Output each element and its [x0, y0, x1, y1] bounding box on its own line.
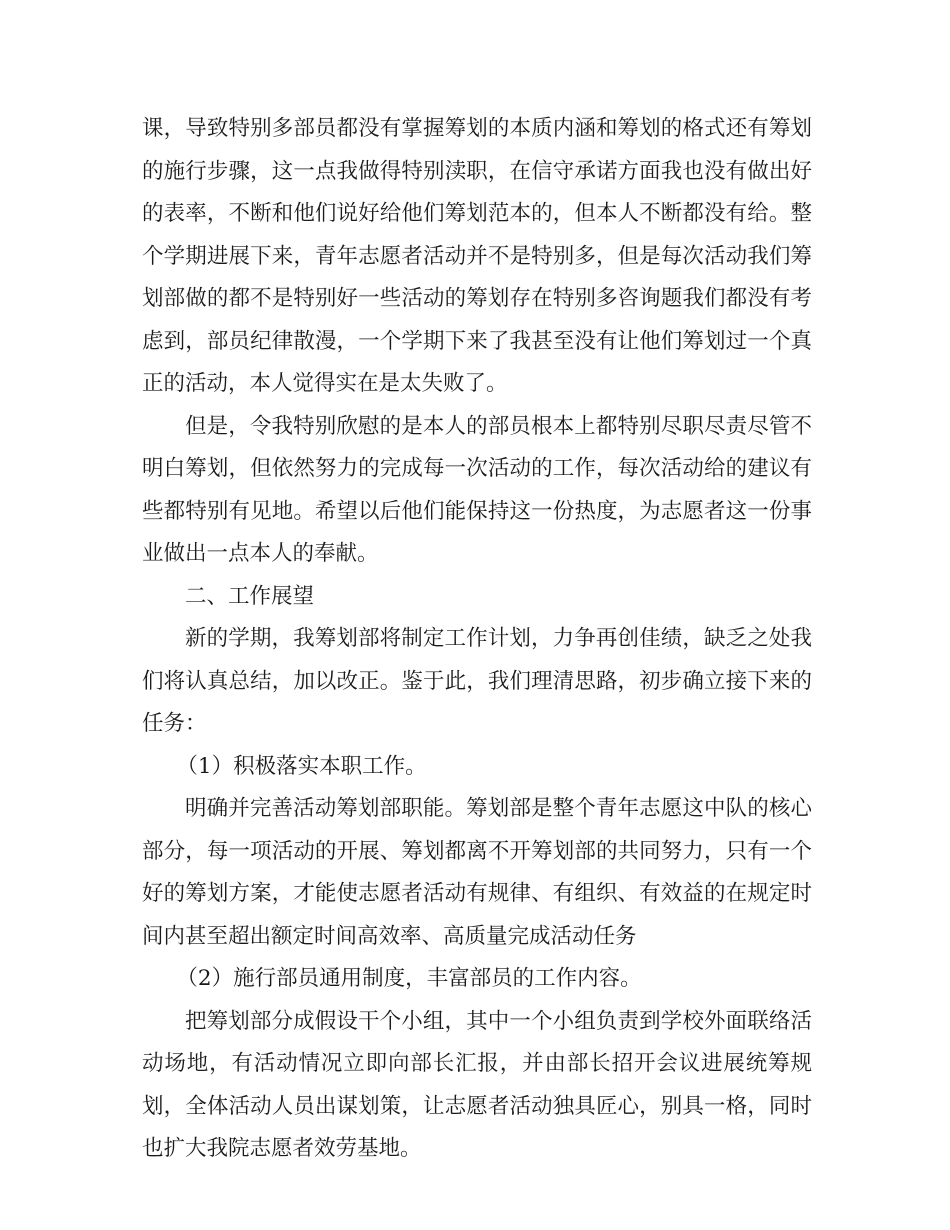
subheading-item-2: （2）施行部员通用制度，丰富部员的工作内容。 — [176, 966, 642, 991]
document-body — [142, 108, 812, 1171]
paragraph-new-semester: 新的学期，我筹划部将制定工作计划，力争再创佳绩，缺乏之处我们将认真总结，加以改正。鉴于此，我们理清思路，初步确立接下来的任务： — [142, 626, 812, 736]
paragraph-group-structure: 把筹划部分成假设干个小组，其中一个小组负责到学校外面联络活动场地，有活动情况立即向部长汇报，并由部长招开会议进展统筹规划，全体活动人员出谋划策，让志愿者活动独具匠心，别具一格，同时也扩大我院志愿者效劳基地。 — [142, 1008, 812, 1161]
paragraph-gratitude: 但是，令我特别欣慰的是本人的部员根本上都特别尽职尽责尽管不明白筹划，但依然努力的完成每一次活动的工作，每次活动给的建议有些都特别有见地。希望以后他们能保持这一份热度，为志愿者这一份事业做出一点本人的奉献。 — [142, 413, 812, 566]
subheading-item-1: （1）积极落实本职工作。 — [176, 753, 427, 779]
section-heading-work-outlook: 二、工作展望 — [185, 583, 315, 609]
paragraph-continuation: 课，导致特别多部员都没有掌握筹划的本质内涵和筹划的格式还有筹划的施行步骤，这一点我做得特别渎职，在信守承诺方面我也没有做出好的表率，不断和他们说好给他们筹划范本的，但本人不断都没有给。整个学期进展下来，青年志愿者活动并不是特别多，但是每次活动我们筹划部做的都不是特别好一些活动的筹划存在特别多咨询题我们都没有考虑到，部员纪律散漫，一个学期下来了我甚至没有让他们筹划过一个真正的活动，本人觉得实在是太失败了。 — [142, 116, 812, 396]
paragraph-planning-duties: 明确并完善活动筹划部职能。筹划部是整个青年志愿这中队的核心部分，每一项活动的开展、筹划都离不开筹划部的共同努力，只有一个好的筹划方案，才能使志愿者活动有规律、有组织、有效益的在规定时间内甚至超出额定时间高效率、高质量完成活动任务 — [142, 796, 812, 949]
